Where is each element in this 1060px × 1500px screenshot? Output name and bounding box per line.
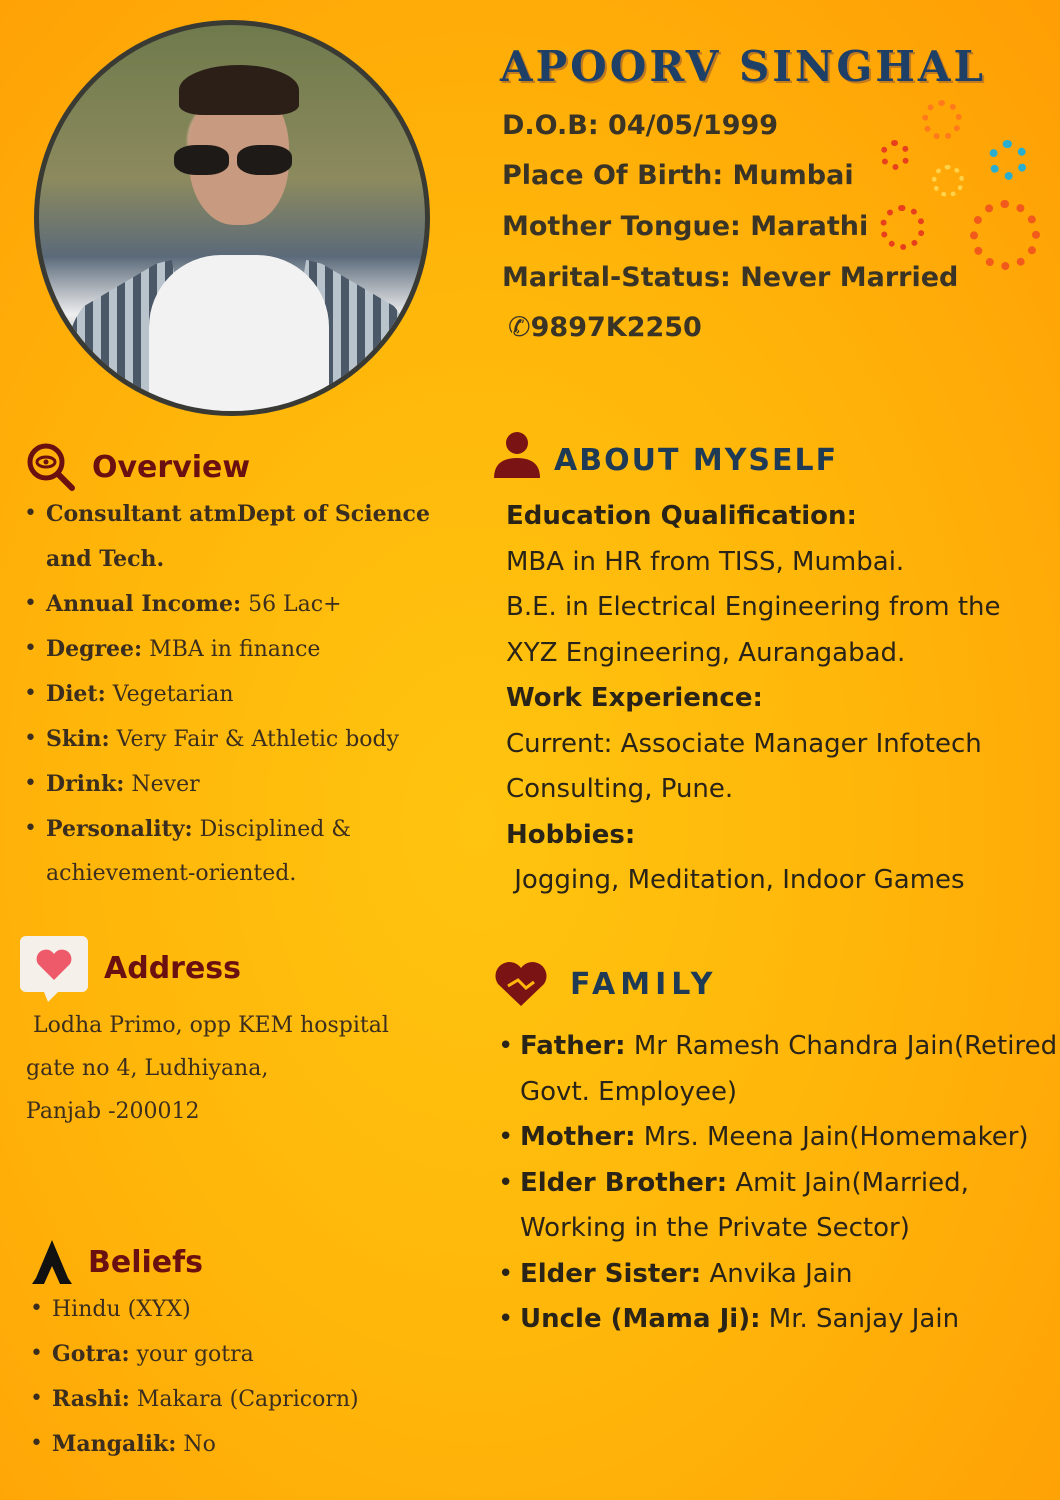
item-value: Mr Ramesh Chandra Jain(Retired Govt. Employee) xyxy=(520,1031,1058,1107)
list-item xyxy=(20,582,460,627)
address-line: Lodha Primo, opp KEM hospital xyxy=(33,1013,389,1038)
marital-status: Marital-Status: Never Married xyxy=(502,262,959,293)
item-value: Makara (Capricorn) xyxy=(129,1387,359,1412)
overview-title: Overview xyxy=(92,449,251,485)
mother-tongue: Mother Tongue: Marathi xyxy=(502,211,869,242)
item-label: Degree: xyxy=(46,636,143,662)
item-label: Annual Income: xyxy=(46,591,242,617)
education-line: XYZ Engineering, Aurangabad. xyxy=(506,637,906,668)
overview-list xyxy=(20,492,460,896)
list-item xyxy=(20,807,460,896)
list-item xyxy=(20,717,460,762)
overview-heading xyxy=(26,442,250,492)
item-label: Drink: xyxy=(46,771,125,797)
item-label: Skin: xyxy=(46,726,110,752)
heart-bubble-icon xyxy=(18,932,90,1004)
list-item xyxy=(20,672,460,717)
item-label: Rashi: xyxy=(52,1386,130,1412)
profile-photo xyxy=(34,20,430,416)
item-label: Mother: xyxy=(520,1122,636,1152)
list-item xyxy=(494,1161,1060,1252)
candidate-name: APOORV SINGHAL xyxy=(500,42,986,91)
beliefs-title: Beliefs xyxy=(88,1244,204,1280)
work-line: Consulting, Pune. xyxy=(506,774,734,804)
family-list xyxy=(494,1024,1060,1343)
item-label: Elder Brother: xyxy=(520,1167,728,1198)
person-icon xyxy=(494,430,540,478)
about-heading xyxy=(494,430,838,478)
work-label: Work Experience: xyxy=(506,683,763,713)
education-line: B.E. in Electrical Engineering from the xyxy=(506,592,1001,622)
hobbies-label: Hobbies: xyxy=(506,819,636,850)
item-label: Diet: xyxy=(46,681,106,707)
dob: D.O.B: 04/05/1999 xyxy=(502,110,779,141)
heart-handshake-icon xyxy=(494,960,548,1008)
item-label: Consultant atmDept of Science and Tech. xyxy=(46,501,430,572)
beliefs-list xyxy=(26,1287,359,1467)
list-item xyxy=(26,1422,359,1467)
list-item xyxy=(494,1115,1060,1161)
list-item xyxy=(20,627,460,672)
item-value: Hindu (XYX) xyxy=(52,1297,191,1322)
item-value: Mr. Sanjay Jain xyxy=(760,1304,960,1334)
item-value: No xyxy=(176,1432,216,1457)
list-item xyxy=(26,1377,359,1422)
item-label: Father: xyxy=(520,1031,626,1061)
list-item xyxy=(494,1024,1060,1115)
item-label: Uncle (Mama Ji): xyxy=(520,1304,761,1334)
magnifier-eye-icon xyxy=(26,442,78,492)
item-value: Disciplined & achievement-oriented. xyxy=(46,817,351,886)
praying-hands-icon xyxy=(30,1238,74,1286)
place-of-birth: Place Of Birth: Mumbai xyxy=(502,160,854,191)
address-title: Address xyxy=(104,950,242,986)
item-value: Mrs. Meena Jain(Homemaker) xyxy=(635,1122,1029,1152)
address-heading xyxy=(18,932,241,1004)
item-value: Vegetarian xyxy=(105,682,234,707)
item-label: Gotra: xyxy=(52,1341,130,1367)
list-item xyxy=(26,1287,359,1332)
address-line: Panjab -200012 xyxy=(26,1099,200,1124)
about-content xyxy=(506,494,1056,904)
item-value: Anvika Jain xyxy=(701,1258,853,1289)
list-item xyxy=(20,762,460,807)
family-title: FAMILY xyxy=(570,966,718,1002)
item-value: Never xyxy=(124,772,200,797)
item-label: Elder Sister: xyxy=(520,1258,702,1289)
item-value: Very Fair & Athletic body xyxy=(109,727,400,752)
beliefs-heading xyxy=(30,1238,203,1286)
item-value: your gotra xyxy=(129,1342,254,1367)
work-line: Current: Associate Manager Infotech xyxy=(506,728,982,759)
about-title: ABOUT MYSELF xyxy=(554,443,839,478)
item-value: MBA in finance xyxy=(142,637,321,662)
list-item xyxy=(494,1297,1060,1343)
hobbies-text: Jogging, Meditation, Indoor Games xyxy=(506,865,965,895)
item-label: Personality: xyxy=(46,816,193,842)
phone-icon: ✆ xyxy=(508,312,531,343)
address-text xyxy=(26,1004,389,1133)
education-label: Education Qualification: xyxy=(506,501,857,531)
education-line: MBA in HR from TISS, Mumbai. xyxy=(506,546,905,577)
phone-number: 9897K2250 xyxy=(530,312,702,343)
item-value: Amit Jain(Married, Working in the Private Sector) xyxy=(520,1167,969,1243)
address-line: gate no 4, Ludhiyana, xyxy=(26,1056,269,1081)
phone xyxy=(508,312,702,343)
list-item xyxy=(494,1252,1060,1298)
family-heading xyxy=(494,960,717,1008)
list-item xyxy=(26,1332,359,1377)
list-item xyxy=(20,492,460,582)
item-label: Mangalik: xyxy=(52,1431,177,1457)
item-value: 56 Lac+ xyxy=(241,592,342,617)
